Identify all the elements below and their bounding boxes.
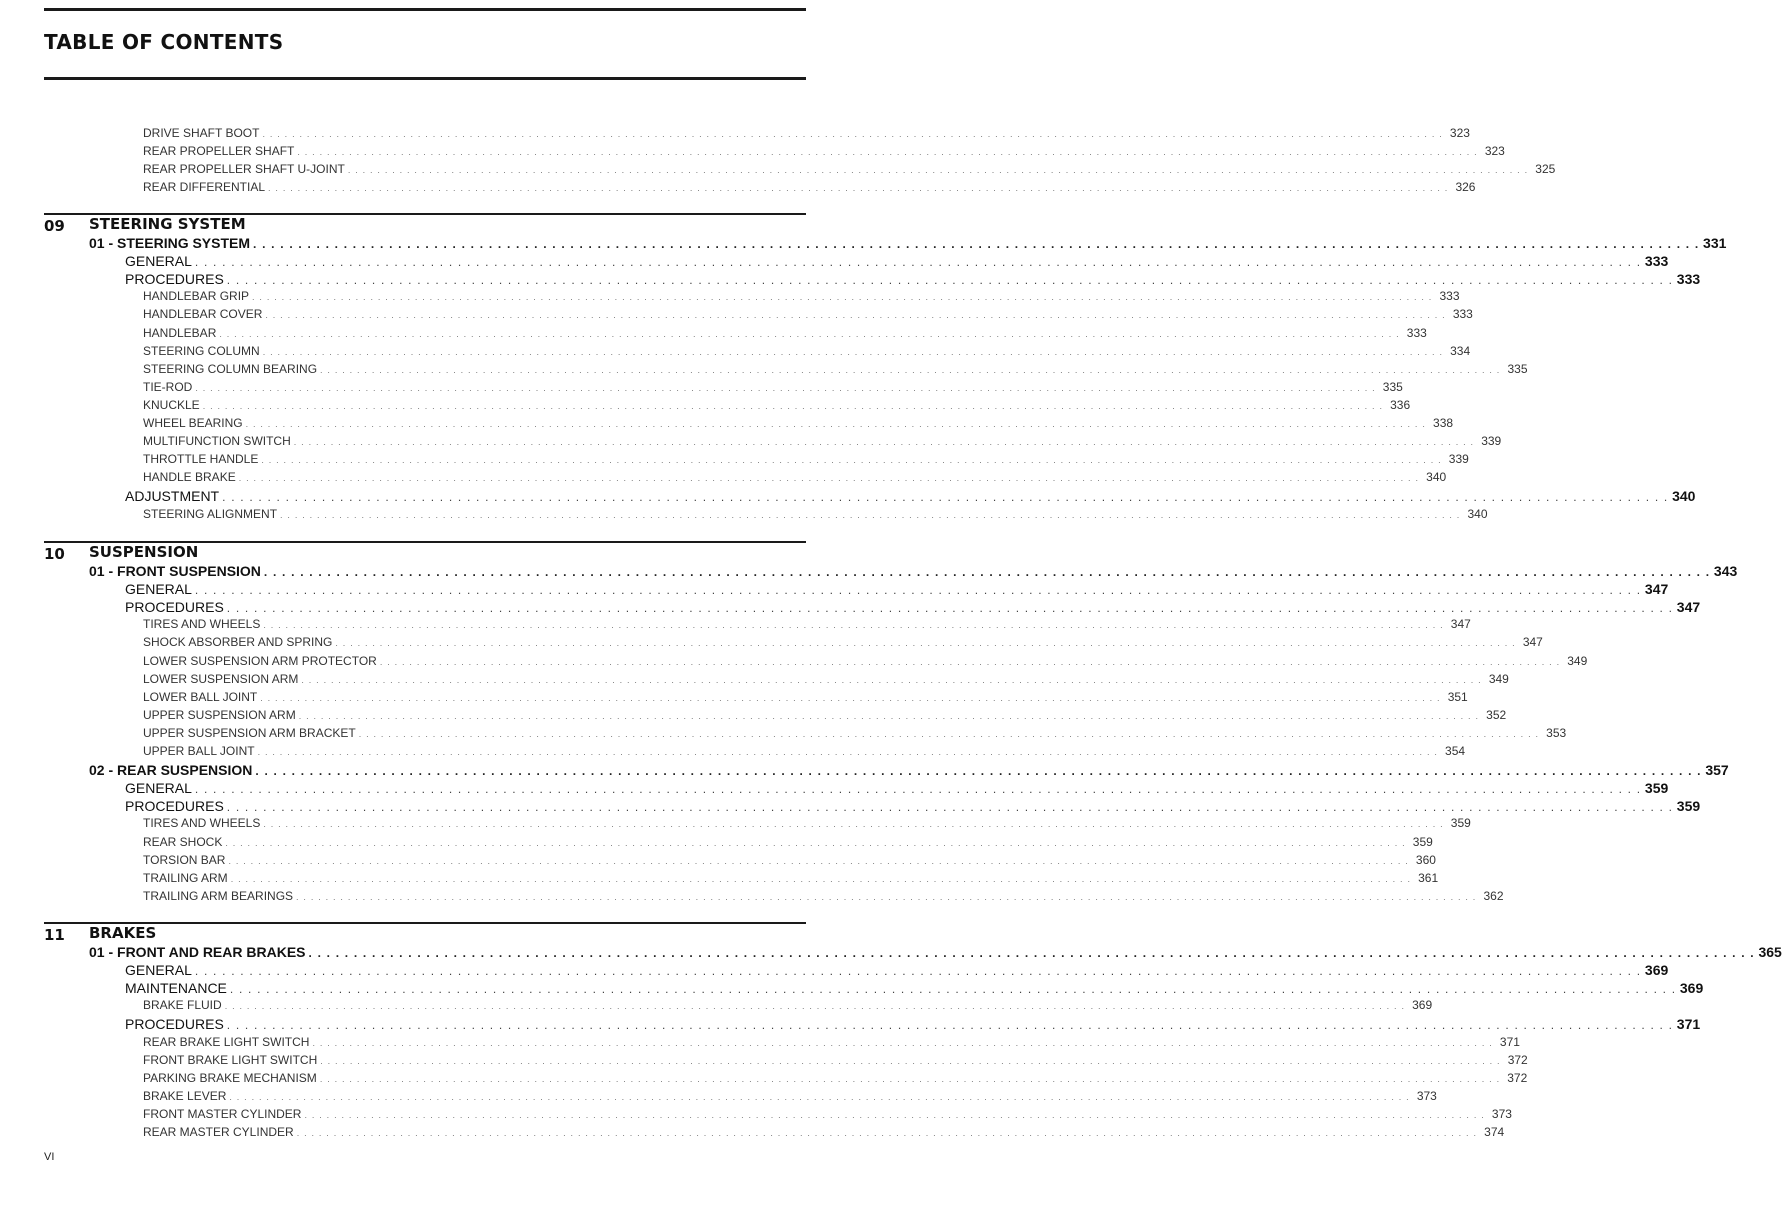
toc-entry-page-number: 333 bbox=[1676, 271, 1701, 288]
toc-entry-page-number: 374 bbox=[1484, 1125, 1505, 1139]
toc-entry-page-number: 359 bbox=[1644, 780, 1669, 797]
toc-chapter-entry[interactable] bbox=[89, 235, 1727, 251]
dot-leader: . . . . . . . . . . . . . . . . . . . . . . . . . . . . . . . . . . . . . . . . . . . . . . . . . . . . . . . . . . . . . . . . . . . . . . . . . . . . . . . . . . . . . . . . . . . . . . . . . . . . . . . . . . . . . . . . . . . . . . . . . . . . . . . . . . . . . . . . . . . . . . . . . . . . . . . . . . . . . . . . bbox=[245, 419, 1427, 429]
toc-topic-entry[interactable] bbox=[143, 816, 1471, 831]
dot-leader: . . . . . . . . . . . . . . . . . . . . . . . . . . . . . . . . . . . . . . . . . . . . . . . . . . . . . . . . . . . . . . . . . . . . . . . . . . . . . . . . . . . . . . . . . . . . . . . . . . . . . . . . . . . . . . . . . . . . . . . . . . . . . . . . . . . . . . . . . . . . . . . . . . . . . . . . . . . . . . . . bbox=[257, 747, 1439, 757]
section-divider bbox=[44, 922, 806, 924]
toc-entry-label: TIE-ROD bbox=[143, 379, 193, 394]
toc-subsection-entry[interactable] bbox=[125, 962, 1669, 979]
toc-entry-label: UPPER SUSPENSION ARM BRACKET bbox=[143, 725, 356, 740]
toc-subsection-entry[interactable] bbox=[125, 1016, 1701, 1033]
toc-entry-label: REAR BRAKE LIGHT SWITCH bbox=[143, 1034, 310, 1049]
toc-topic-entry[interactable] bbox=[143, 289, 1460, 304]
dot-leader: . . . . . . . . . . . . . . . . . . . . . . . . . . . . . . . . . . . . . . . . . . . . . . . . . . . . . . . . . . . . . . . . . . . . . . . . . . . . . . . . . . . . . . . . . . . . . . . . . . . . . . . . . . . . . . . . . . . . . . . . . . . . . . . . . . . . . . . . . . . . . . . . . . . . . . . . . . . . . . . . bbox=[238, 473, 1420, 484]
toc-entry-page-number: 351 bbox=[1447, 689, 1468, 704]
toc-entry-page-number: 371 bbox=[1499, 1034, 1520, 1049]
toc-topic-entry[interactable] bbox=[143, 870, 1439, 885]
toc-entry-page-number: 354 bbox=[1445, 744, 1466, 758]
toc-entry-page-number: 340 bbox=[1467, 506, 1488, 521]
dot-leader: . . . . . . . . . . . . . . . . . . . . . . . . . . . . . . . . . . . . . . . . . . . . . . . . . . . . . . . . . . . . . . . . . . . . . . . . . . . . . . . . . . . . . . . . . . . . . . . . . . . . . . . . . . . . . . . . . . . . . . . . . . . . . . . . . . . . . . . . . . . . . . . . . . . . . . . . . . . . . . . . bbox=[312, 1037, 1493, 1048]
toc-entry-label: GENERAL bbox=[125, 962, 192, 979]
dot-leader: . . . . . . . . . . . . . . . . . . . . . . . . . . . . . . . . . . . . . . . . . . . . . . . . . . . . . . . . . . . . . . . . . . . . . . . . . . . . . . . . . . . . . . . . . . . . . . . . . . . . . . . . . . . . . . . . . . . . . . . . . . . . . . . . . . . . . . . . . . . . . . . . . . . . . . . . . . . . . . . . bbox=[293, 437, 1475, 448]
section-title[interactable]: STEERING SYSTEM bbox=[89, 215, 246, 233]
toc-entry-label: MULTIFUNCTION SWITCH bbox=[143, 434, 291, 449]
dot-leader: . . . . . . . . . . . . . . . . . . . . . . . . . . . . . . . . . . . . . . . . . . . . . . . . . . . . . . . . . . . . . . . . . . . . . . . . . . . . . . . . . . . . . . . . . . . . . . . . . . . . . . . . . . . . . . . . . . . . . . . . . . . . . . . . . . . . . . . . . . . . . . . . . . . . . . . . . . . . . . . . bbox=[195, 382, 1376, 393]
toc-entry-label: REAR PROPELLER SHAFT bbox=[143, 144, 295, 159]
toc-topic-entry[interactable] bbox=[143, 361, 1528, 376]
toc-entry-label: PROCEDURES bbox=[125, 798, 224, 815]
toc-topic-entry[interactable] bbox=[143, 343, 1471, 358]
toc-entry-page-number: 333 bbox=[1406, 325, 1427, 340]
toc-entry-page-number: 343 bbox=[1713, 563, 1738, 579]
toc-entry-label: 02 - REAR SUSPENSION bbox=[89, 762, 253, 779]
section-title[interactable]: SUSPENSION bbox=[89, 543, 199, 561]
dot-leader: . . . . . . . . . . . . . . . . . . . . . . . . . . . . . . . . . . . . . . . . . . . . . . . . . . . . . . . . . . . . . . . . . . . . . . . . . . . . . . . . . . . . . . . . . . . . . . . . . . . . . . . . . . . . . . . . . . . . . . . . . . . . . . . . . . . . . . . . . . . . . . . . . . . . . . . . . . . . . . . . bbox=[202, 400, 1384, 411]
dot-leader: . . . . . . . . . . . . . . . . . . . . . . . . . . . . . . . . . . . . . . . . . . . . . . . . . . . . . . . . . . . . . . . . . . . . . . . . . . . . . . . . . . . . . . . . . . . . . . . . . . . . . . . . . . . . . . . . . . . . . . . . . . . . . . . . . . . . . . . . . . . . . . . . . . . . . . . . . . . . . . . . bbox=[265, 310, 1446, 321]
toc-topic-entry[interactable] bbox=[143, 325, 1427, 340]
toc-subsection-entry[interactable] bbox=[125, 780, 1669, 797]
toc-entry-label: KNUCKLE bbox=[143, 397, 200, 412]
section-title[interactable]: BRAKES bbox=[89, 924, 157, 942]
dot-leader: . . . . . . . . . . . . . . . . . . . . . . . . . . . . . . . . . . . . . . . . . . . . . . . . . . . . . . . . . . . . . . . . . . . . . . . . . . . . . . . . . . . . . . . . . . . . . . . . . . . . . . . . . . . . . . . . . . . . . . . . . . . . . . . . . . . . . . . . . . . . . . . . . . . . . . . . . . . . . . . . bbox=[347, 165, 1529, 176]
toc-entry-label: STEERING COLUMN BEARING bbox=[143, 361, 318, 376]
dot-leader: . . . . . . . . . . . . . . . . . . . . . . . . . . . . . . . . . . . . . . . . . . . . . . . . . . . . . . . . . . . . . . . . . . . . . . . . . . . . . . . . . . . . . . . . . . . . . . . . . . . . . . . . . . . . . . . . . . . . . . . . . . . . . . . . . . . . . . . . . . . . . . . . . . . . . . . . . . . . . . . . bbox=[228, 855, 1409, 866]
dot-leader: . . . . . . . . . . . . . . . . . . . . . . . . . . . . . . . . . . . . . . . . . . . . . . . . . . . . . . . . . . . . . . . . . . . . . . . . . . . . . . . . . . . . . . . . . . . . . . . . . . . . . . . . . . . . . . . . . . . . . . . . . . . . . . . . . . . . . . . . . . . . . . . . . . . . . . . . . . . . . . . . bbox=[319, 1073, 1501, 1084]
toc-entry-label: HANDLEBAR bbox=[143, 325, 217, 340]
toc-entry-page-number: 336 bbox=[1390, 397, 1411, 412]
dot-leader: . . . . . . . . . . . . . . . . . . . . . . . . . . . . . . . . . . . . . . . . . . . . . . . . . . . . . . . . . . . . . . . . . . . . . . . . . . . . . . . . . . . . . . . . . . . . . . . . . . . . . . . . . . . . . . . . . . . . . . . . . . . . . . . . . . . . . . . . . . . . . . . . . . . . . . . . . . . . . . . . bbox=[225, 837, 1406, 848]
toc-entry-label: BRAKE FLUID bbox=[143, 998, 222, 1013]
dot-leader: . . . . . . . . . . . . . . . . . . . . . . . . . . . . . . . . . . . . . . . . . . . . . . . . . . . . . . . . . . . . . . . . . . . . . . . . . . . . . . . . . . . . . . . . . . . . . . . . . . . . . . . . . . . . . . . . . . . . . . . . . . . . . . . . . . . . . . . . . . . . . . . . . . . . . . . . . . . . . . . . bbox=[262, 129, 1443, 139]
dot-leader: . . . . . . . . . . . . . . . . . . . . . . . . . . . . . . . . . . . . . . . . . . . . . . . . . . . . . . . . . . . . . . . . . . . . . . . . . . . . . . . . . . . . . . . . . . . . . . . . . . . . . . . . . . . . . . . . . . . . . . . . . . . . . . . . . . . . . . . . . . . . . . . . . . . . . . . . . . . . . . . . bbox=[230, 873, 1412, 884]
toc-topic-entry[interactable] bbox=[143, 888, 1504, 903]
toc-topic-entry[interactable] bbox=[143, 1125, 1505, 1139]
toc-entry-page-number: 338 bbox=[1433, 416, 1454, 430]
dot-leader: . . . . . . . . . . . . . . . . . . . . . . . . . . . . . . . . . . . . . . . . . . . . . . . . . . . . . . . . . . . . . . . . . . . . . . . . . . . . . . . . . . . . . . . . . . . . . . . . . . . . . . . . . . . . . . . . . . . . . . . . . . . . . . . . . . . . . . . . . . . . . . . . . . . . . . . . . . . . . . . . bbox=[194, 782, 1642, 797]
toc-topic-entry[interactable] bbox=[143, 671, 1509, 686]
page-folio: VI bbox=[44, 1151, 55, 1163]
toc-entry-page-number: 365 bbox=[1758, 944, 1782, 960]
toc-entry-page-number: 359 bbox=[1450, 816, 1471, 831]
toc-topic-entry[interactable] bbox=[143, 1088, 1437, 1103]
toc-topic-entry[interactable] bbox=[143, 180, 1476, 195]
toc-entry-label: HANDLEBAR COVER bbox=[143, 307, 263, 322]
page-title: TABLE OF CONTENTS bbox=[44, 30, 284, 54]
toc-entry-page-number: 357 bbox=[1705, 762, 1729, 779]
toc-entry-page-number: 325 bbox=[1535, 162, 1556, 177]
dot-leader: . . . . . . . . . . . . . . . . . . . . . . . . . . . . . . . . . . . . . . . . . . . . . . . . . . . . . . . . . . . . . . . . . . . . . . . . . . . . . . . . . . . . . . . . . . . . . . . . . . . . . . . . . . . . . . . . . . . . . . . . . . . . . . . . . . . . . . . . . . . . . . . . . . . . . . . . . . . . . . . . bbox=[194, 583, 1642, 598]
toc-entry-label: DRIVE SHAFT BOOT bbox=[143, 126, 260, 140]
toc-entry-label: TRAILING ARM BEARINGS bbox=[143, 888, 294, 903]
toc-entry-page-number: 334 bbox=[1450, 343, 1471, 358]
dot-leader: . . . . . . . . . . . . . . . . . . . . . . . . . . . . . . . . . . . . . . . . . . . . . . . . . . . . . . . . . . . . . . . . . . . . . . . . . . . . . . . . . . . . . . . . . . . . . . . . . . . . . . . . . . . . . . . . . . . . . . . . . . . . . . . . . . . . . . . . . . . . . . . . . . . . . . . . . . . . . . . . bbox=[263, 620, 1444, 631]
toc-entry-label: TRAILING ARM bbox=[143, 870, 228, 885]
toc-entry-label: TIRES AND WHEELS bbox=[143, 617, 261, 632]
toc-entry-page-number: 369 bbox=[1644, 962, 1669, 979]
toc-entry-page-number: 335 bbox=[1507, 361, 1528, 376]
toc-entry-page-number: 340 bbox=[1426, 470, 1447, 485]
toc-entry-page-number: 362 bbox=[1483, 888, 1504, 903]
toc-entry-page-number: 339 bbox=[1481, 434, 1502, 449]
toc-entry-label: BRAKE LEVER bbox=[143, 1088, 227, 1103]
toc-topic-entry[interactable] bbox=[143, 707, 1507, 722]
toc-entry-page-number: 361 bbox=[1418, 870, 1439, 885]
dot-leader: . . . . . . . . . . . . . . . . . . . . . . . . . . . . . . . . . . . . . . . . . . . . . . . . . . . . . . . . . . . . . . . . . . . . . . . . . . . . . . . . . . . . . . . . . . . . . . . . . . . . . . . . . . . . . . . . . . . . . . . . . . . . . . . . . . . . . . . . . . . . . . . . . . . . . . . . . . . . . . . . bbox=[301, 674, 1482, 685]
section-number: 11 bbox=[44, 926, 65, 944]
toc-entry-page-number: 331 bbox=[1703, 235, 1727, 251]
toc-topic-entry[interactable] bbox=[143, 852, 1436, 867]
dot-leader: . . . . . . . . . . . . . . . . . . . . . . . . . . . . . . . . . . . . . . . . . . . . . . . . . . . . . . . . . . . . . . . . . . . . . . . . . . . . . . . . . . . . . . . . . . . . . . . . . . . . . . . . . . . . . . . . . . . . . . . . . . . . . . . . . . . . . . . . . . . . . . . . . . . . . . . . . . . . . . . . bbox=[320, 364, 1501, 375]
dot-leader: . . . . . . . . . . . . . . . . . . . . . . . . . . . . . . . . . . . . . . . . . . . . . . . . . . . . . . . . . . . . . . . . . . . . . . . . . . . . . . . . . . . . . . . . . . . . . . . . . . . . . . . . . . . . . . . . . . . . . . . . . . . . . . . . . . . . . . . . . . . . . . . . . . . . . . . . . . . . . . . . bbox=[263, 565, 1711, 579]
toc-topic-entry[interactable] bbox=[143, 397, 1411, 412]
toc-entry-page-number: 352 bbox=[1486, 707, 1507, 722]
dot-leader: . . . . . . . . . . . . . . . . . . . . . . . . . . . . . . . . . . . . . . . . . . . . . . . . . . . . . . . . . . . . . . . . . . . . . . . . . . . . . . . . . . . . . . . . . . . . . . . . . . . . . . . . . . . . . . . . . . . . . . . . . . . . . . . . . . . . . . . . . . . . . . . . . . . . . . . . . . . . . . . . bbox=[219, 328, 1400, 339]
toc-entry-page-number: 335 bbox=[1382, 379, 1403, 394]
dot-leader: . . . . . . . . . . . . . . . . . . . . . . . . . . . . . . . . . . . . . . . . . . . . . . . . . . . . . . . . . . . . . . . . . . . . . . . . . . . . . . . . . . . . . . . . . . . . . . . . . . . . . . . . . . . . . . . . . . . . . . . . . . . . . . . . . . . . . . . . . . . . . . . . . . . . . . . . . . . . . . . . bbox=[260, 692, 1441, 703]
toc-entry-label: TIRES AND WHEELS bbox=[143, 816, 261, 831]
toc-entry-page-number: 347 bbox=[1676, 599, 1701, 616]
dot-leader: . . . . . . . . . . . . . . . . . . . . . . . . . . . . . . . . . . . . . . . . . . . . . . . . . . . . . . . . . . . . . . . . . . . . . . . . . . . . . . . . . . . . . . . . . . . . . . . . . . . . . . . . . . . . . . . . . . . . . . . . . . . . . . . . . . . . . . . . . . . . . . . . . . . . . . . . . . . . . . . . bbox=[268, 183, 1449, 194]
dot-leader: . . . . . . . . . . . . . . . . . . . . . . . . . . . . . . . . . . . . . . . . . . . . . . . . . . . . . . . . . . . . . . . . . . . . . . . . . . . . . . . . . . . . . . . . . . . . . . . . . . . . . . . . . . . . . . . . . . . . . . . . . . . . . . . . . . . . . . . . . . . . . . . . . . . . . . . . . . . . . . . . bbox=[298, 710, 1480, 721]
toc-entry-page-number: 347 bbox=[1450, 617, 1471, 632]
dot-leader: . . . . . . . . . . . . . . . . . . . . . . . . . . . . . . . . . . . . . . . . . . . . . . . . . . . . . . . . . . . . . . . . . . . . . . . . . . . . . . . . . . . . . . . . . . . . . . . . . . . . . . . . . . . . . . . . . . . . . . . . . . . . . . . . . . . . . . . . . . . . . . . . . . . . . . . . . . . . . . . . bbox=[194, 964, 1642, 979]
toc-topic-entry[interactable] bbox=[143, 834, 1433, 849]
dot-leader: . . . . . . . . . . . . . . . . . . . . . . . . . . . . . . . . . . . . . . . . . . . . . . . . . . . . . . . . . . . . . . . . . . . . . . . . . . . . . . . . . . . . . . . . . . . . . . . . . . . . . . . . . . . . . . . . . . . . . . . . . . . . . . . . . . . . . . . . . . . . . . . . . . . . . . . . . . . . . . . . bbox=[335, 638, 1516, 649]
toc-topic-entry[interactable] bbox=[143, 689, 1468, 704]
toc-topic-entry[interactable] bbox=[143, 617, 1471, 632]
toc-entry-label: REAR MASTER CYLINDER bbox=[143, 1125, 294, 1139]
toc-entry-label: GENERAL bbox=[125, 253, 192, 270]
toc-entry-label: 01 - STEERING SYSTEM bbox=[89, 235, 251, 251]
dot-leader: . . . . . . . . . . . . . . . . . . . . . . . . . . . . . . . . . . . . . . . . . . . . . . . . . . . . . . . . . . . . . . . . . . . . . . . . . . . . . . . . . . . . . . . . . . . . . . . . . . . . . . . . . . . . . . . . . . . . . . . . . . . . . . . . . . . . . . . . . . . . . . . . . . . . . . . . . . . . . . . . bbox=[255, 764, 1702, 779]
toc-entry-page-number: 369 bbox=[1412, 998, 1433, 1013]
toc-entry-page-number: 353 bbox=[1546, 725, 1567, 740]
toc-entry-page-number: 340 bbox=[1672, 488, 1696, 505]
dot-leader: . . . . . . . . . . . . . . . . . . . . . . . . . . . . . . . . . . . . . . . . . . . . . . . . . . . . . . . . . . . . . . . . . . . . . . . . . . . . . . . . . . . . . . . . . . . . . . . . . . . . . . . . . . . . . . . . . . . . . . . . . . . . . . . . . . . . . . . . . . . . . . . . . . . . . . . . . . . . . . . . bbox=[263, 819, 1444, 830]
toc-entry-page-number: 323 bbox=[1449, 126, 1470, 140]
toc-entry-page-number: 373 bbox=[1416, 1088, 1437, 1103]
dot-leader: . . . . . . . . . . . . . . . . . . . . . . . . . . . . . . . . . . . . . . . . . . . . . . . . . . . . . . . . . . . . . . . . . . . . . . . . . . . . . . . . . . . . . . . . . . . . . . . . . . . . . . . . . . . . . . . . . . . . . . . . . . . . . . . . . . . . . . . . . . . . . . . . . . . . . . . . . . . . . . . . bbox=[229, 1091, 1410, 1102]
toc-entry-label: UPPER SUSPENSION ARM bbox=[143, 707, 296, 722]
dot-leader: . . . . . . . . . . . . . . . . . . . . . . . . . . . . . . . . . . . . . . . . . . . . . . . . . . . . . . . . . . . . . . . . . . . . . . . . . . . . . . . . . . . . . . . . . . . . . . . . . . . . . . . . . . . . . . . . . . . . . . . . . . . . . . . . . . . . . . . . . . . . . . . . . . . . . . . . . . . . . . . . bbox=[280, 509, 1461, 520]
toc-entry-page-number: 349 bbox=[1488, 671, 1509, 686]
toc-entry-page-number: 323 bbox=[1484, 144, 1505, 159]
dot-leader: . . . . . . . . . . . . . . . . . . . . . . . . . . . . . . . . . . . . . . . . . . . . . . . . . . . . . . . . . . . . . . . . . . . . . . . . . . . . . . . . . . . . . . . . . . . . . . . . . . . . . . . . . . . . . . . . . . . . . . . . . . . . . . . . . . . . . . . . . . . . . . . . . . . . . . . . . . . . . . . . bbox=[320, 1055, 1501, 1066]
dot-leader: . . . . . . . . . . . . . . . . . . . . . . . . . . . . . . . . . . . . . . . . . . . . . . . . . . . . . . . . . . . . . . . . . . . . . . . . . . . . . . . . . . . . . . . . . . . . . . . . . . . . . . . . . . . . . . . . . . . . . . . . . . . . . . . . . . . . . . . . . . . . . . . . . . . . . . . . . . . . . . . . bbox=[296, 891, 1477, 902]
dot-leader: . . . . . . . . . . . . . . . . . . . . . . . . . . . . . . . . . . . . . . . . . . . . . . . . . . . . . . . . . . . . . . . . . . . . . . . . . . . . . . . . . . . . . . . . . . . . . . . . . . . . . . . . . . . . . . . . . . . . . . . . . . . . . . . . . . . . . . . . . . . . . . . . . . . . . . . . . . . . . . . . bbox=[261, 455, 1442, 466]
toc-entry-label: 01 - FRONT AND REAR BRAKES bbox=[89, 944, 306, 960]
toc-topic-entry[interactable] bbox=[143, 470, 1447, 485]
dot-leader: . . . . . . . . . . . . . . . . . . . . . . . . . . . . . . . . . . . . . . . . . . . . . . . . . . . . . . . . . . . . . . . . . . . . . . . . . . . . . . . . . . . . . . . . . . . . . . . . . . . . . . . . . . . . . . . . . . . . . . . . . . . . . . . . . . . . . . . . . . . . . . . . . . . . . . . . . . . . . . . . bbox=[226, 601, 1674, 616]
toc-entry-page-number: 359 bbox=[1676, 798, 1701, 815]
toc-entry-label: TORSION BAR bbox=[143, 852, 226, 867]
toc-topic-entry[interactable] bbox=[143, 144, 1505, 159]
toc-entry-page-number: 359 bbox=[1412, 834, 1433, 849]
toc-entry-label: PROCEDURES bbox=[125, 599, 224, 616]
toc-entry-page-number: 333 bbox=[1452, 307, 1473, 322]
dot-leader: . . . . . . . . . . . . . . . . . . . . . . . . . . . . . . . . . . . . . . . . . . . . . . . . . . . . . . . . . . . . . . . . . . . . . . . . . . . . . . . . . . . . . . . . . . . . . . . . . . . . . . . . . . . . . . . . . . . . . . . . . . . . . . . . . . . . . . . . . . . . . . . . . . . . . . . . . . . . . . . . bbox=[297, 147, 1478, 158]
toc-entry-label: SHOCK ABSORBER AND SPRING bbox=[143, 635, 333, 650]
toc-entry-label: GENERAL bbox=[125, 581, 192, 598]
toc-entry-label: 01 - FRONT SUSPENSION bbox=[89, 563, 261, 579]
toc-entry-page-number: 347 bbox=[1644, 581, 1669, 598]
toc-topic-entry[interactable] bbox=[143, 416, 1454, 430]
toc-topic-entry[interactable] bbox=[143, 744, 1466, 758]
section-number: 10 bbox=[44, 545, 65, 563]
toc-subsection-entry[interactable] bbox=[125, 798, 1701, 815]
toc-entry-label: PARKING BRAKE MECHANISM bbox=[143, 1070, 317, 1085]
toc-topic-entry[interactable] bbox=[143, 653, 1588, 668]
toc-entry-label: PROCEDURES bbox=[125, 271, 224, 288]
toc-entry-label: GENERAL bbox=[125, 780, 192, 797]
toc-entry-label: FRONT MASTER CYLINDER bbox=[143, 1106, 302, 1121]
toc-topic-entry[interactable] bbox=[143, 506, 1488, 521]
toc-entry-label: REAR DIFFERENTIAL bbox=[143, 180, 266, 195]
toc-entry-page-number: 372 bbox=[1507, 1052, 1528, 1067]
toc-subsection-entry[interactable] bbox=[125, 253, 1669, 270]
toc-topic-entry[interactable] bbox=[143, 307, 1473, 322]
toc-topic-entry[interactable] bbox=[143, 998, 1433, 1013]
toc-entry-label: FRONT BRAKE LIGHT SWITCH bbox=[143, 1052, 318, 1067]
toc-entry-page-number: 339 bbox=[1448, 452, 1469, 467]
section-number: 09 bbox=[44, 217, 65, 235]
toc-topic-entry[interactable] bbox=[143, 1070, 1528, 1085]
toc-subsection-entry[interactable] bbox=[125, 599, 1701, 616]
toc-entry-page-number: 373 bbox=[1491, 1106, 1512, 1121]
toc-entry-label: THROTTLE HANDLE bbox=[143, 452, 259, 467]
toc-topic-entry[interactable] bbox=[143, 126, 1470, 140]
toc-entry-page-number: 360 bbox=[1415, 852, 1436, 867]
toc-topic-entry[interactable] bbox=[143, 379, 1403, 394]
dot-leader: . . . . . . . . . . . . . . . . . . . . . . . . . . . . . . . . . . . . . . . . . . . . . . . . . . . . . . . . . . . . . . . . . . . . . . . . . . . . . . . . . . . . . . . . . . . . . . . . . . . . . . . . . . . . . . . . . . . . . . . . . . . . . . . . . . . . . . . . . . . . . . . . . . . . . . . . . . . . . . . . bbox=[253, 237, 1700, 251]
dot-leader: . . . . . . . . . . . . . . . . . . . . . . . . . . . . . . . . . . . . . . . . . . . . . . . . . . . . . . . . . . . . . . . . . . . . . . . . . . . . . . . . . . . . . . . . . . . . . . . . . . . . . . . . . . . . . . . . . . . . . . . . . . . . . . . . . . . . . . . . . . . . . . . . . . . . . . . . . . . . . . . . bbox=[308, 946, 1755, 960]
toc-entry-label: STEERING ALIGNMENT bbox=[143, 506, 278, 521]
toc-entry-label: PROCEDURES bbox=[125, 1016, 224, 1033]
dot-leader: . . . . . . . . . . . . . . . . . . . . . . . . . . . . . . . . . . . . . . . . . . . . . . . . . . . . . . . . . . . . . . . . . . . . . . . . . . . . . . . . . . . . . . . . . . . . . . . . . . . . . . . . . . . . . . . . . . . . . . . . . . . . . . . . . . . . . . . . . . . . . . . . . . . . . . . . . . . . . . . . bbox=[229, 982, 1677, 997]
toc-subsection-entry[interactable] bbox=[125, 581, 1669, 598]
dot-leader: . . . . . . . . . . . . . . . . . . . . . . . . . . . . . . . . . . . . . . . . . . . . . . . . . . . . . . . . . . . . . . . . . . . . . . . . . . . . . . . . . . . . . . . . . . . . . . . . . . . . . . . . . . . . . . . . . . . . . . . . . . . . . . . . . . . . . . . . . . . . . . . . . . . . . . . . . . . . . . . . bbox=[262, 346, 1444, 357]
toc-subsection-entry[interactable] bbox=[125, 488, 1696, 505]
toc-topic-entry[interactable] bbox=[143, 434, 1502, 449]
dot-leader: . . . . . . . . . . . . . . . . . . . . . . . . . . . . . . . . . . . . . . . . . . . . . . . . . . . . . . . . . . . . . . . . . . . . . . . . . . . . . . . . . . . . . . . . . . . . . . . . . . . . . . . . . . . . . . . . . . . . . . . . . . . . . . . . . . . . . . . . . . . . . . . . . . . . . . . . . . . . . . . . bbox=[226, 1018, 1674, 1033]
toc-entry-page-number: 371 bbox=[1676, 1016, 1701, 1033]
toc-entry-page-number: 326 bbox=[1455, 180, 1476, 195]
dot-leader: . . . . . . . . . . . . . . . . . . . . . . . . . . . . . . . . . . . . . . . . . . . . . . . . . . . . . . . . . . . . . . . . . . . . . . . . . . . . . . . . . . . . . . . . . . . . . . . . . . . . . . . . . . . . . . . . . . . . . . . . . . . . . . . . . . . . . . . . . . . . . . . . . . . . . . . . . . . . . . . . bbox=[224, 1001, 1406, 1012]
toc-entry-page-number: 369 bbox=[1679, 980, 1704, 997]
toc-topic-entry[interactable] bbox=[143, 725, 1567, 740]
dot-leader: . . . . . . . . . . . . . . . . . . . . . . . . . . . . . . . . . . . . . . . . . . . . . . . . . . . . . . . . . . . . . . . . . . . . . . . . . . . . . . . . . . . . . . . . . . . . . . . . . . . . . . . . . . . . . . . . . . . . . . . . . . . . . . . . . . . . . . . . . . . . . . . . . . . . . . . . . . . . . . . . bbox=[252, 292, 1433, 303]
toc-entry-label: MAINTENANCE bbox=[125, 980, 227, 997]
toc-chapter-entry[interactable] bbox=[89, 762, 1729, 779]
toc-topic-entry[interactable] bbox=[143, 1106, 1512, 1121]
toc-chapter-entry[interactable] bbox=[89, 944, 1782, 960]
toc-entry-label: REAR PROPELLER SHAFT U-JOINT bbox=[143, 162, 345, 177]
dot-leader: . . . . . . . . . . . . . . . . . . . . . . . . . . . . . . . . . . . . . . . . . . . . . . . . . . . . . . . . . . . . . . . . . . . . . . . . . . . . . . . . . . . . . . . . . . . . . . . . . . . . . . . . . . . . . . . . . . . . . . . . . . . . . . . . . . . . . . . . . . . . . . . . . . . . . . . . . . . . . . . . bbox=[296, 1128, 1478, 1138]
toc-subsection-entry[interactable] bbox=[125, 980, 1704, 997]
dot-leader: . . . . . . . . . . . . . . . . . . . . . . . . . . . . . . . . . . . . . . . . . . . . . . . . . . . . . . . . . . . . . . . . . . . . . . . . . . . . . . . . . . . . . . . . . . . . . . . . . . . . . . . . . . . . . . . . . . . . . . . . . . . . . . . . . . . . . . . . . . . . . . . . . . . . . . . . . . . . . . . . bbox=[304, 1109, 1485, 1120]
toc-topic-entry[interactable] bbox=[143, 452, 1469, 467]
toc-entry-label: HANDLE BRAKE bbox=[143, 470, 236, 485]
toc-entry-label: ADJUSTMENT bbox=[125, 488, 220, 505]
dot-leader: . . . . . . . . . . . . . . . . . . . . . . . . . . . . . . . . . . . . . . . . . . . . . . . . . . . . . . . . . . . . . . . . . . . . . . . . . . . . . . . . . . . . . . . . . . . . . . . . . . . . . . . . . . . . . . . . . . . . . . . . . . . . . . . . . . . . . . . . . . . . . . . . . . . . . . . . . . . . . . . . bbox=[226, 273, 1674, 288]
toc-entry-label: UPPER BALL JOINT bbox=[143, 744, 255, 758]
dot-leader: . . . . . . . . . . . . . . . . . . . . . . . . . . . . . . . . . . . . . . . . . . . . . . . . . . . . . . . . . . . . . . . . . . . . . . . . . . . . . . . . . . . . . . . . . . . . . . . . . . . . . . . . . . . . . . . . . . . . . . . . . . . . . . . . . . . . . . . . . . . . . . . . . . . . . . . . . . . . . . . . bbox=[379, 656, 1561, 667]
toc-subsection-entry[interactable] bbox=[125, 271, 1701, 288]
toc-topic-entry[interactable] bbox=[143, 635, 1543, 650]
toc-entry-page-number: 347 bbox=[1522, 635, 1543, 650]
toc-entry-label: LOWER BALL JOINT bbox=[143, 689, 258, 704]
dot-leader: . . . . . . . . . . . . . . . . . . . . . . . . . . . . . . . . . . . . . . . . . . . . . . . . . . . . . . . . . . . . . . . . . . . . . . . . . . . . . . . . . . . . . . . . . . . . . . . . . . . . . . . . . . . . . . . . . . . . . . . . . . . . . . . . . . . . . . . . . . . . . . . . . . . . . . . . . . . . . . . . bbox=[358, 728, 1540, 739]
toc-entry-label: STEERING COLUMN bbox=[143, 343, 260, 358]
toc-entry-label: WHEEL BEARING bbox=[143, 416, 243, 430]
toc-entry-label: LOWER SUSPENSION ARM PROTECTOR bbox=[143, 653, 377, 668]
dot-leader: . . . . . . . . . . . . . . . . . . . . . . . . . . . . . . . . . . . . . . . . . . . . . . . . . . . . . . . . . . . . . . . . . . . . . . . . . . . . . . . . . . . . . . . . . . . . . . . . . . . . . . . . . . . . . . . . . . . . . . . . . . . . . . . . . . . . . . . . . . . . . . . . . . . . . . . . . . . . . . . . bbox=[226, 800, 1674, 815]
toc-topic-entry[interactable] bbox=[143, 162, 1556, 177]
toc-entry-page-number: 333 bbox=[1644, 253, 1669, 270]
toc-topic-entry[interactable] bbox=[143, 1052, 1528, 1067]
toc-chapter-entry[interactable] bbox=[89, 563, 1738, 579]
toc-entry-label: HANDLEBAR GRIP bbox=[143, 289, 250, 304]
toc-entry-label: REAR SHOCK bbox=[143, 834, 223, 849]
toc-topic-entry[interactable] bbox=[143, 1034, 1520, 1049]
dot-leader: . . . . . . . . . . . . . . . . . . . . . . . . . . . . . . . . . . . . . . . . . . . . . . . . . . . . . . . . . . . . . . . . . . . . . . . . . . . . . . . . . . . . . . . . . . . . . . . . . . . . . . . . . . . . . . . . . . . . . . . . . . . . . . . . . . . . . . . . . . . . . . . . . . . . . . . . . . . . . . . . bbox=[222, 490, 1669, 505]
toc-entry-page-number: 372 bbox=[1507, 1070, 1528, 1085]
toc-entry-page-number: 349 bbox=[1567, 653, 1588, 668]
toc-entry-label: LOWER SUSPENSION ARM bbox=[143, 671, 299, 686]
toc-entry-page-number: 333 bbox=[1439, 289, 1460, 304]
dot-leader: . . . . . . . . . . . . . . . . . . . . . . . . . . . . . . . . . . . . . . . . . . . . . . . . . . . . . . . . . . . . . . . . . . . . . . . . . . . . . . . . . . . . . . . . . . . . . . . . . . . . . . . . . . . . . . . . . . . . . . . . . . . . . . . . . . . . . . . . . . . . . . . . . . . . . . . . . . . . . . . . bbox=[194, 255, 1642, 270]
